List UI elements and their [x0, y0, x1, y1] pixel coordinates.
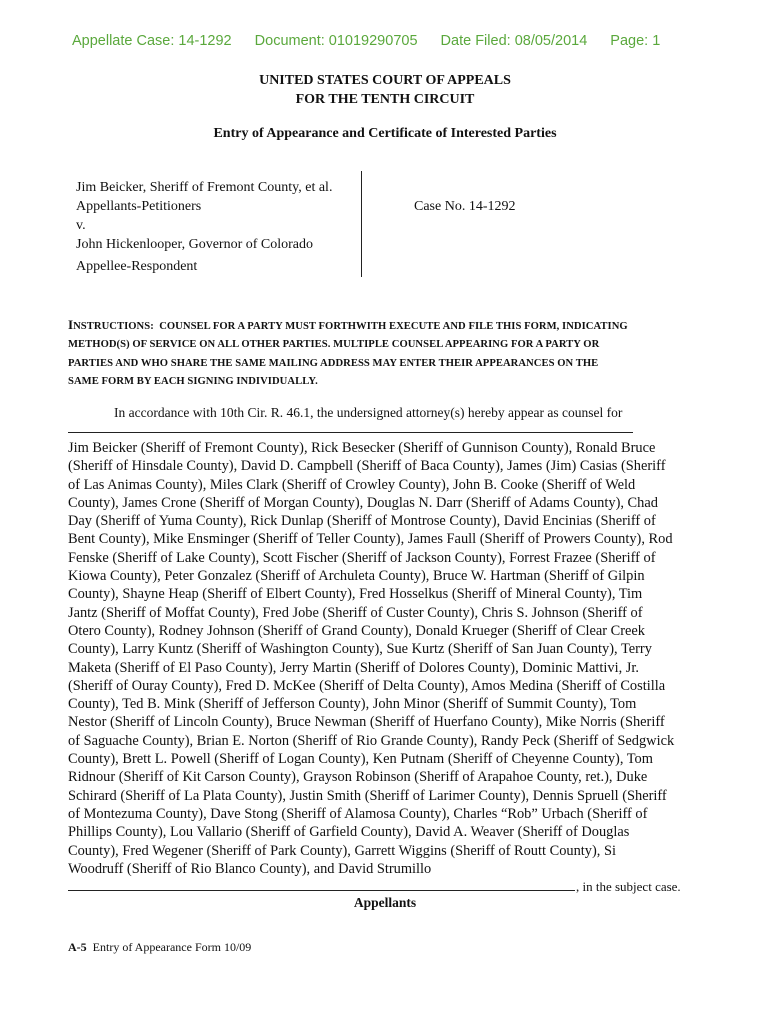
stamp-date-filed: Date Filed: 08/05/2014	[440, 33, 588, 49]
instructions-text-1: COUNSEL FOR A PARTY MUST FORTHWITH EXECUTE AND FILE THIS FORM, INDICATING	[159, 321, 628, 332]
instructions-line-1	[68, 316, 708, 336]
party-line: County), Larry Kuntz (Sheriff of Washington County), Sue Kurtz (Sheriff of San Juan County), Terry	[68, 641, 652, 658]
party-line: Ridnour (Sheriff of Kit Carson County), Grayson Robinson (Sheriff of Arapahoe County, ret.), Duke	[68, 769, 648, 786]
instructions-line-4: SAME FORM BY EACH SIGNING INDIVIDUALLY.	[68, 376, 318, 388]
party-line: of Saguache County), Brian E. Norton (Sheriff of Rio Grande County), Randy Peck (Sheriff of Sedgwick	[68, 732, 675, 749]
party-line: Fenske (Sheriff of Lake County), Scott Fischer (Sheriff of Jackson County), Forrest Frazee (Sheriff of	[68, 549, 656, 566]
instructions-line-2: METHOD(S) OF SERVICE ON ALL OTHER PARTIES. MULTIPLE COUNSEL APPEARING FOR A PARTY OR	[68, 339, 600, 351]
caption-versus: v.	[76, 218, 86, 233]
party-line: (Sheriff of Ouray County), Fred D. McKee (Sheriff of Delta County), Amos Medina (Sheriff of Costilla	[68, 677, 666, 694]
court-line-2: FOR THE TENTH CIRCUIT	[295, 92, 475, 107]
party-line: County), James Crone (Sheriff of Morgan County), Douglas N. Darr (Sheriff of Adams County), Chad	[68, 494, 658, 511]
blank-line-bottom	[68, 890, 575, 891]
blank-line-top	[68, 432, 633, 433]
case-number: Case No. 14-1292	[414, 199, 516, 214]
caption-appellant-role: Appellants-Petitioners	[76, 199, 202, 214]
party-line: Otero County), Rodney Johnson (Sheriff of Grand County), Donald Krueger (Sheriff of Clear Creek	[68, 622, 645, 639]
form-code: A-5	[68, 940, 87, 954]
party-line: Bent County), Mike Ensminger (Sheriff of Teller County), James Faull (Sheriff of Prowers County), Rod	[68, 531, 673, 548]
party-role-label: Appellants	[353, 895, 417, 910]
case-caption	[76, 178, 332, 276]
form-name: Entry of Appearance Form 10/09	[92, 940, 252, 954]
instructions-line-3: PARTIES AND WHO SHARE THE SAME MAILING ADDRESS MAY ENTER THEIR APPEARANCES ON THE	[68, 357, 599, 369]
form-footer	[68, 940, 251, 955]
accordance-statement: In accordance with 10th Cir. R. 46.1, the undersigned attorney(s) hereby appear as counsel for	[114, 405, 623, 420]
party-line: Phillips County), Lou Vallario (Sheriff of Garfield County), David A. Weaver (Sheriff of Douglas	[68, 824, 630, 841]
represented-parties	[68, 439, 708, 878]
party-line: (Sheriff of Hinsdale County), David D. Campbell (Sheriff of Baca County), James (Jim) Casias (Sheriff	[68, 458, 666, 475]
party-line: County), Fred Wegener (Sheriff of Park County), Garrett Wiggins (Sheriff of Routt County), Si	[68, 842, 616, 859]
stamp-page: Page: 1	[610, 33, 661, 49]
party-line: Jantz (Sheriff of Moffat County), Fred Jobe (Sheriff of Custer County), Chris S. Johnson (Sheriff of	[68, 604, 643, 621]
instructions-lead-initial: I	[68, 317, 74, 332]
party-line: of Las Animas County), Miles Clark (Sheriff of Crowley County), John B. Cooke (Sheriff of Weld	[68, 476, 636, 493]
stamp-case: Appellate Case: 14-1292	[72, 33, 232, 49]
caption-appellee-name: John Hickenlooper, Governor of Colorado	[76, 237, 313, 252]
party-line: Maketa (Sheriff of El Paso County), Jerry Martin (Sheriff of Dolores County), Dominic Mattivi, Jr.	[68, 659, 640, 676]
party-line: Day (Sheriff of Yuma County), Rick Dunlap (Sheriff of Montrose County), David Encinias (Sheriff of	[68, 513, 656, 530]
instructions-block	[68, 316, 708, 392]
caption-divider	[361, 171, 362, 277]
stamp-document: Document: 01019290705	[254, 33, 418, 49]
party-line: Woodruff (Sheriff of Rio Blanco County), and David Strumillo	[68, 860, 432, 877]
court-heading	[0, 71, 770, 109]
party-line: Jim Beicker (Sheriff of Fremont County), Rick Besecker (Sheriff of Gunnison County), Ronald Bruce	[68, 440, 656, 456]
caption-appellee-role: Appellee-Respondent	[76, 259, 198, 274]
party-line: Schirard (Sheriff of La Plata County), Justin Smith (Sheriff of Larimer County), Dennis Spruell (Sheriff	[68, 787, 667, 804]
party-line: County), Shayne Heap (Sheriff of Elbert County), Fred Hosselkus (Sheriff of Mineral County), Tim	[68, 586, 643, 603]
party-line: County), Ted B. Mink (Sheriff of Jefferson County), John Minor (Sheriff of Summit County), Tom	[68, 696, 637, 713]
form-title: Entry of Appearance and Certificate of Interested Parties	[213, 126, 557, 141]
party-line: Kiowa County), Peter Gonzalez (Sheriff of Archuleta County), Bruce W. Hartman (Sheriff of Gilpin	[68, 568, 645, 585]
party-line: County), Brett L. Powell (Sheriff of Logan County), Ken Putnam (Sheriff of Cheyenne County), Tom	[68, 751, 653, 768]
filing-stamp	[72, 33, 660, 49]
party-line: of Montezuma County), Dave Stong (Sheriff of Alamosa County), Charles “Rob” Urbach (Sheriff of	[68, 805, 648, 822]
court-line-1: UNITED STATES COURT OF APPEALS	[259, 73, 511, 88]
instructions-lead: NSTRUCTIONS:	[73, 321, 154, 332]
subject-case-text: , in the subject case.	[576, 879, 681, 894]
party-line: Nestor (Sheriff of Lincoln County), Bruce Newman (Sheriff of Huerfano County), Mike Norris (Sheriff	[68, 714, 665, 731]
caption-appellant-name: Jim Beicker, Sheriff of Fremont County, et al.	[76, 180, 333, 195]
